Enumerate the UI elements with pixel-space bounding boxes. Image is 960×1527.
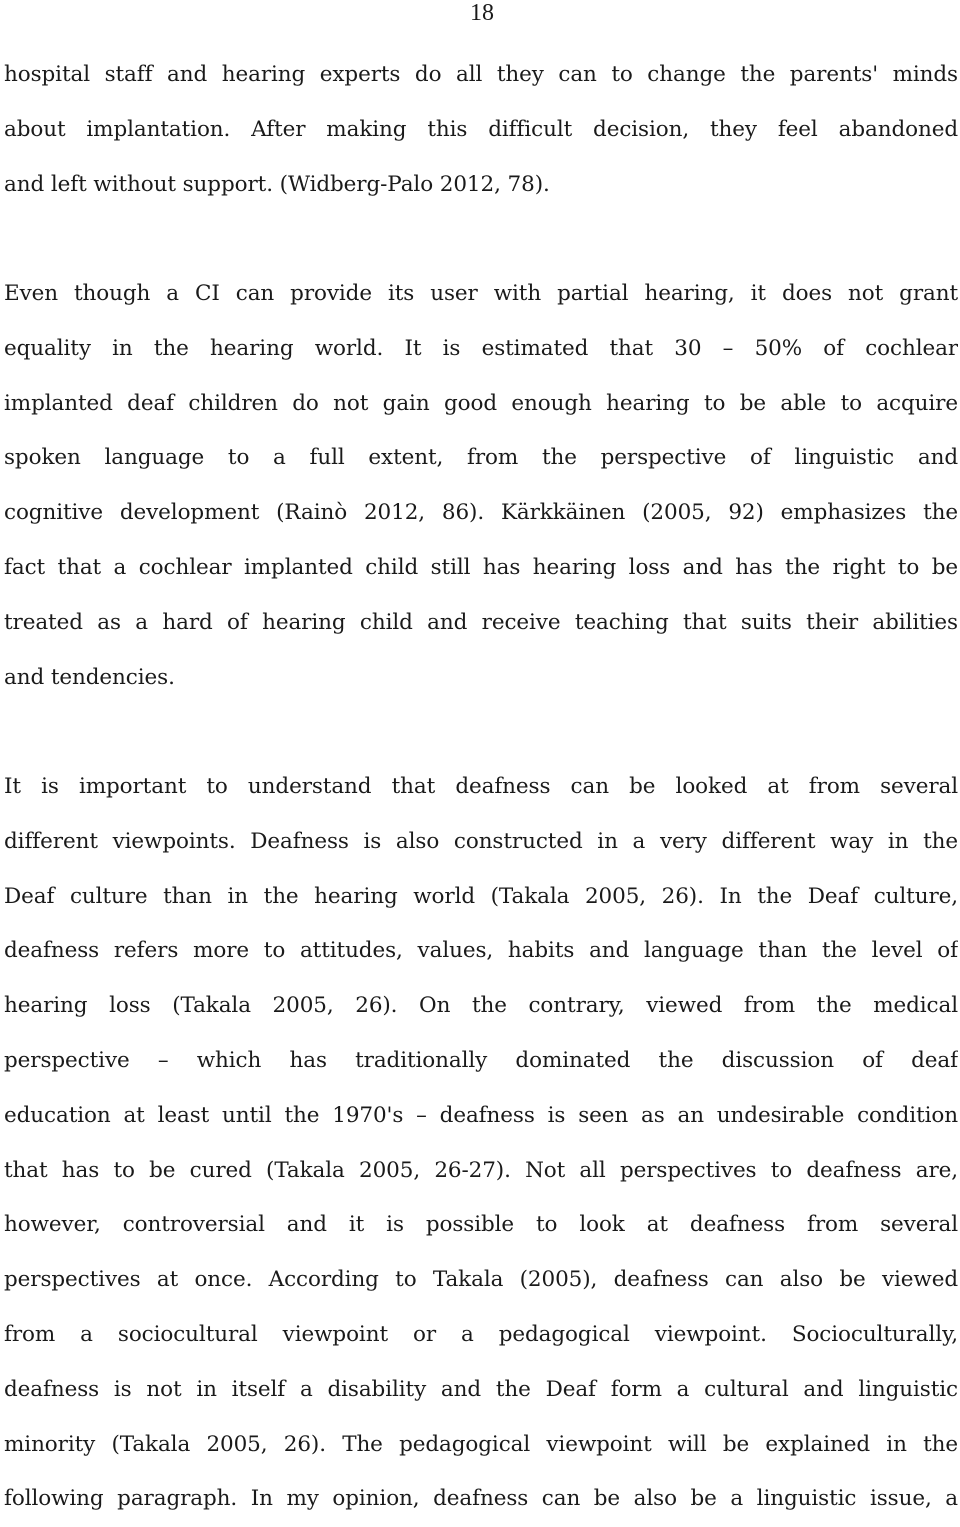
- text-line: following paragraph. In my opinion, deafness can be also be a linguistic issue, a: [4, 1486, 958, 1512]
- text-line: from a sociocultural viewpoint or a pedagogical viewpoint. Socioculturally,: [4, 1321, 958, 1347]
- text-line: and left without support. (Widberg-Palo 2012, 78).: [4, 171, 550, 197]
- text-line: spoken language to a full extent, from the perspective of linguistic and: [4, 445, 958, 471]
- text-line: It is important to understand that deafness can be looked at from several: [4, 774, 958, 799]
- text-line: perspectives at once. According to Takala (2005), deafness can also be viewed: [4, 1267, 958, 1293]
- text-line: hospital staff and hearing experts do all they can to change the parents' minds: [4, 62, 958, 87]
- text-line: deafness refers more to attitudes, values, habits and language than the level of: [4, 938, 958, 964]
- text-line: minority (Takala 2005, 26). The pedagogical viewpoint will be explained in the: [4, 1431, 958, 1457]
- text-line: perspective – which has traditionally dominated the discussion of deaf: [4, 1047, 958, 1073]
- text-line: deafness is not in itself a disability and the Deaf form a cultural and linguistic: [4, 1376, 958, 1402]
- text-line: however, controversial and it is possible to look at deafness from several: [4, 1212, 958, 1238]
- text-line: hearing loss (Takala 2005, 26). On the contrary, viewed from the medical: [4, 993, 958, 1019]
- text-line: implanted deaf children do not gain good enough hearing to be able to acquire: [4, 390, 958, 416]
- text-line: fact that a cochlear implanted child still has hearing loss and has the right to be: [4, 554, 958, 580]
- paragraph-2: [4, 267, 958, 705]
- text-line: treated as a hard of hearing child and receive teaching that suits their abilities: [4, 609, 958, 635]
- page-number: 18: [470, 0, 494, 26]
- text-line: Even though a CI can provide its user with partial hearing, it does not grant: [4, 281, 958, 306]
- text-line: Deaf culture than in the hearing world (Takala 2005, 26). In the Deaf culture,: [4, 883, 958, 909]
- text-line: different viewpoints. Deafness is also constructed in a very different way in the: [4, 828, 958, 854]
- text-line: education at least until the 1970's – deafness is seen as an undesirable condition: [4, 1102, 958, 1128]
- text-line: cognitive development (Rainò 2012, 86). Kärkkäinen (2005, 92) emphasizes the: [4, 500, 958, 526]
- paragraph-3: [4, 760, 958, 1527]
- paragraph-1: [4, 48, 958, 212]
- text-line: equality in the hearing world. It is estimated that 30 – 50% of cochlear: [4, 335, 958, 361]
- text-line: that has to be cured (Takala 2005, 26-27). Not all perspectives to deafness are,: [4, 1157, 958, 1183]
- text-line: about implantation. After making this difficult decision, they feel abandoned: [4, 116, 958, 142]
- text-line: and tendencies.: [4, 664, 175, 690]
